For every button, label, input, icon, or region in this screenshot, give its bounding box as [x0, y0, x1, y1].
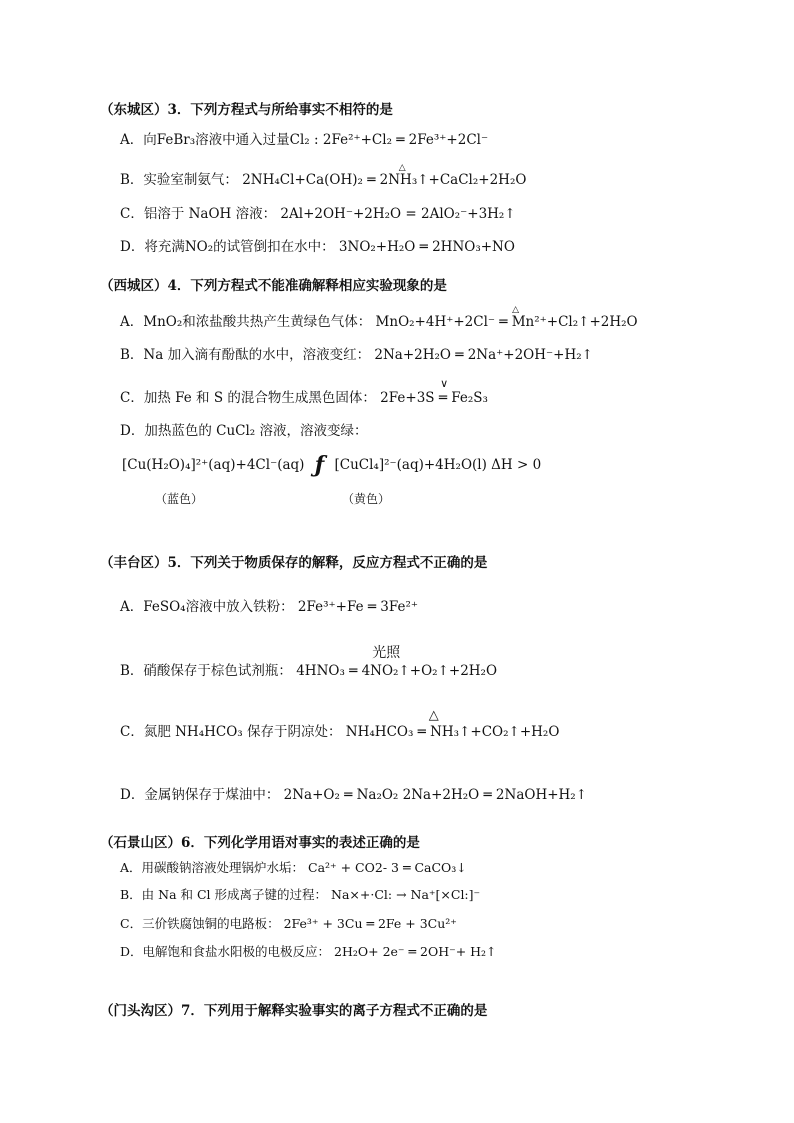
equation: 2H₂O+ 2e⁻ ═ 2OH⁻+ H₂↑ [334, 944, 497, 959]
option-label: A．FeSO₄溶液中放入铁粉： [120, 599, 294, 615]
question-5-option-a [120, 597, 418, 617]
option-label: C．铝溶于 NaOH 溶液： [120, 206, 277, 222]
equation: 2Al+2OH⁻+2H₂O = 2AlO₂⁻+3H₂↑ [280, 206, 516, 222]
condition-mark: ∨ [440, 377, 449, 390]
question-5-option-d [120, 785, 587, 805]
equation: 3NO₂+H₂O ═ 2HNO₃+NO [338, 239, 515, 255]
option-label: D．电解饱和食盐水阳极的电极反应： [120, 944, 331, 959]
question-5-header: （丰台区）5．下列关于物质保存的解释，反应方程式不正确的是 [100, 555, 488, 571]
condition-heat: △ [398, 163, 406, 173]
color-label-blue: （蓝色） [155, 492, 204, 506]
option-label: C．加热 Fe 和 S 的混合物生成黑色固体： [120, 390, 376, 406]
complex-left: [Cu(H₂O)₄]²⁺(aq)+4Cl⁻(aq) [122, 457, 305, 473]
question-5-option-c [120, 708, 560, 742]
question-4-header: （西城区）4．下列方程式不能准确解释相应实验现象的是 [100, 278, 447, 294]
equation-with-condition [375, 305, 638, 332]
equation: 2Na+O₂ ═ Na₂O₂ 2Na+2H₂O ═ 2NaOH+H₂↑ [283, 787, 588, 803]
option-label: A．用碳酸钠溶液处理锅炉水垢： [120, 860, 305, 875]
equation: 4HNO₃ ═ 4NO₂↑+O₂↑+2H₂O [296, 663, 498, 679]
equilibrium-arrow: ƒ [314, 452, 325, 478]
equation-with-condition [296, 645, 498, 681]
equation: NH₄HCO₃ ═ NH₃↑+CO₂↑+H₂O [345, 724, 560, 740]
question-6-option-c [120, 914, 457, 934]
option-label: C．氮肥 NH₄HCO₃ 保存于阴凉处： [120, 724, 342, 740]
condition-heat: △ [428, 708, 439, 723]
question-3-option-b [120, 163, 527, 190]
question-3-option-c [120, 204, 516, 224]
option-label: B．由 Na 和 Cl 形成离子键的过程： [120, 887, 328, 902]
option-label: B．Na 加入滴有酚酞的水中，溶液变红： [120, 347, 371, 363]
equation: MnO₂+4H⁺+2Cl⁻ ═ Mn²⁺+Cl₂↑+2H₂O [375, 314, 638, 330]
question-4-option-d [120, 421, 368, 441]
option-label: B．实验室制氨气： [120, 172, 238, 188]
question-7-header: （门头沟区）7．下列用于解释实验事实的离子方程式不正确的是 [100, 1003, 488, 1019]
equation: 2Fe³⁺ + 3Cu ═ 2Fe + 3Cu²⁺ [283, 916, 457, 931]
question-6-option-b [120, 885, 480, 905]
equation: 2Fe²⁺+Cl₂ ═ 2Fe³⁺+2Cl⁻ [322, 132, 489, 148]
option-label: D．加热蓝色的 CuCl₂ 溶液，溶液变绿： [120, 423, 368, 439]
question-6-header: （石景山区）6．下列化学用语对事实的表述正确的是 [100, 835, 420, 851]
option-label: A．MnO₂和浓盐酸共热产生黄绿色气体： [120, 314, 372, 330]
question-4-option-d-equation [122, 452, 542, 478]
equation-with-condition [380, 377, 488, 408]
question-5-option-b [120, 645, 498, 681]
condition-light: 光照 [372, 645, 401, 661]
question-6-option-a [120, 858, 467, 878]
color-label-yellow: （黄色） [342, 492, 391, 506]
question-4-option-c [120, 377, 488, 408]
option-label: A．向FeBr₃溶液中通入过量Cl₂ : [120, 132, 319, 148]
condition-heat: △ [512, 305, 520, 315]
option-label: D．将充满NO₂的试管倒扣在水中： [120, 239, 335, 255]
complex-right: [CuCl₄]²⁻(aq)+4H₂O(l) ΔH > 0 [334, 457, 542, 473]
equation: 2Na+2H₂O ═ 2Na⁺+2OH⁻+H₂↑ [374, 347, 593, 363]
equation: 2NH₄Cl+Ca(OH)₂ ═ 2NH₃↑+CaCl₂+2H₂O [242, 172, 527, 188]
electron-dot-equation: Na×+·Cl: → Na⁺[×Cl:]⁻ [331, 887, 481, 902]
question-3-header: （东城区）3．下列方程式与所给事实不相符的是 [100, 102, 393, 118]
option-label: B．硝酸保存于棕色试剂瓶： [120, 663, 292, 679]
equation-with-condition [345, 708, 560, 742]
equation-with-condition [242, 163, 527, 190]
question-4-option-b [120, 345, 593, 365]
option-label: D．金属钠保存于煤油中： [120, 787, 280, 803]
question-3-option-d [120, 237, 515, 257]
equation: 2Fe+3S ═ Fe₂S₃ [380, 390, 488, 406]
option-label: C．三价铁腐蚀铜的电路板： [120, 916, 280, 931]
equation: 2Fe³⁺+Fe ═ 3Fe²⁺ [297, 599, 419, 615]
equation: Ca²⁺ + CO2- 3 ═ CaCO₃↓ [308, 860, 467, 875]
question-4-option-a [120, 305, 638, 332]
question-3-option-a [120, 130, 488, 150]
question-6-option-d [120, 942, 497, 962]
